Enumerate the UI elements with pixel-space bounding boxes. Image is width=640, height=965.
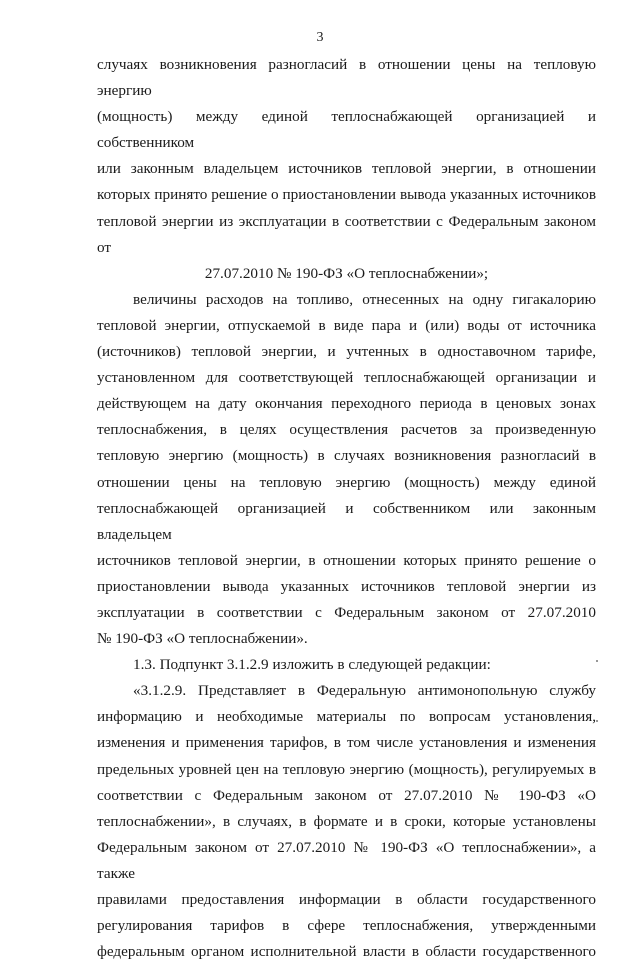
text-line: соответствии с Федеральным законом от 27.07.2010 № 190-ФЗ «О — [97, 786, 596, 804]
paragraph-4 — [97, 678, 596, 965]
text-line: «3.1.2.9. Представляет в Федеральную антимонопольную службу — [133, 682, 596, 700]
text-line: предельных уровней цен на тепловую энергию (мощность), регулируемых в — [97, 760, 596, 778]
text-line: правилами предоставления информации в области государственного — [97, 891, 596, 908]
text-line: величины расходов на топливо, отнесенных на одну гигакалорию — [133, 290, 596, 308]
text-line: случаях возникновения разногласий в отношении цены на тепловую энергию — [97, 56, 596, 100]
text-line: информацию и необходимые материалы по вопросам установления, — [97, 708, 596, 726]
text-line: регулирования тарифов в сфере теплоснабжения, утвержденными — [97, 917, 596, 935]
document-body — [97, 52, 596, 965]
text-line: приостановлении вывода указанных источников тепловой энергии из — [97, 577, 596, 595]
text-line: теплоснабжении», в случаях, в формате и в сроки, которые установлены — [97, 812, 596, 830]
paragraph-1 — [97, 52, 596, 287]
text-line: теплоснабжения, в целях осуществления расчетов за произведенную — [97, 421, 596, 439]
text-line: источников тепловой энергии, в отношении которых принято решение о — [97, 551, 596, 569]
text-line: тепловой энергии из эксплуатации в соответствии с Федеральным законом от — [97, 212, 596, 256]
text-line: (мощность) между единой теплоснабжающей организацией и собственником — [97, 108, 596, 152]
text-line: действующем на дату окончания переходного периода в ценовых зонах — [97, 395, 596, 413]
text-line: тепловой энергии, отпускаемой в виде пара и (или) воды от источника — [97, 316, 596, 334]
text-line: (источников) тепловой энергии, и учтенных в одноставочном тарифе, — [97, 343, 596, 361]
text-line: или законным владельцем источников тепловой энергии, в отношении — [97, 160, 596, 178]
text-line: теплоснабжающей организацией и собственником или законным владельцем — [97, 499, 596, 543]
paragraph-3 — [97, 652, 596, 678]
scan-speck — [596, 720, 598, 722]
text-line: 1.3. Подпункт 3.1.2.9 изложить в следующей редакции: — [133, 656, 491, 674]
page-number: 3 — [316, 30, 324, 45]
text-line: отношении цены на тепловую энергию (мощность) между единой — [97, 473, 596, 491]
text-line: № 190-ФЗ «О теплоснабжении». — [97, 630, 308, 648]
text-line: тепловую энергию (мощность) в случаях возникновения разногласий в — [97, 447, 596, 465]
text-line: которых принято решение о приостановлении вывода указанных источников — [97, 186, 596, 204]
text-line: Федеральным законом от 27.07.2010 № 190-ФЗ «О теплоснабжении», а также — [97, 838, 596, 882]
text-line: 27.07.2010 № 190-ФЗ «О теплоснабжении»; — [204, 264, 489, 282]
paragraph-2 — [97, 287, 596, 652]
text-line: изменения и применения тарифов, в том числе установления и изменения — [97, 734, 596, 752]
text-line: федеральным органом исполнительной власти в области государственного — [97, 943, 596, 961]
text-line: установленном для соответствующей теплоснабжающей организации и — [97, 369, 596, 387]
text-line: эксплуатации в соответствии с Федеральным законом от 27.07.2010 — [97, 603, 596, 621]
scan-speck — [596, 660, 598, 662]
